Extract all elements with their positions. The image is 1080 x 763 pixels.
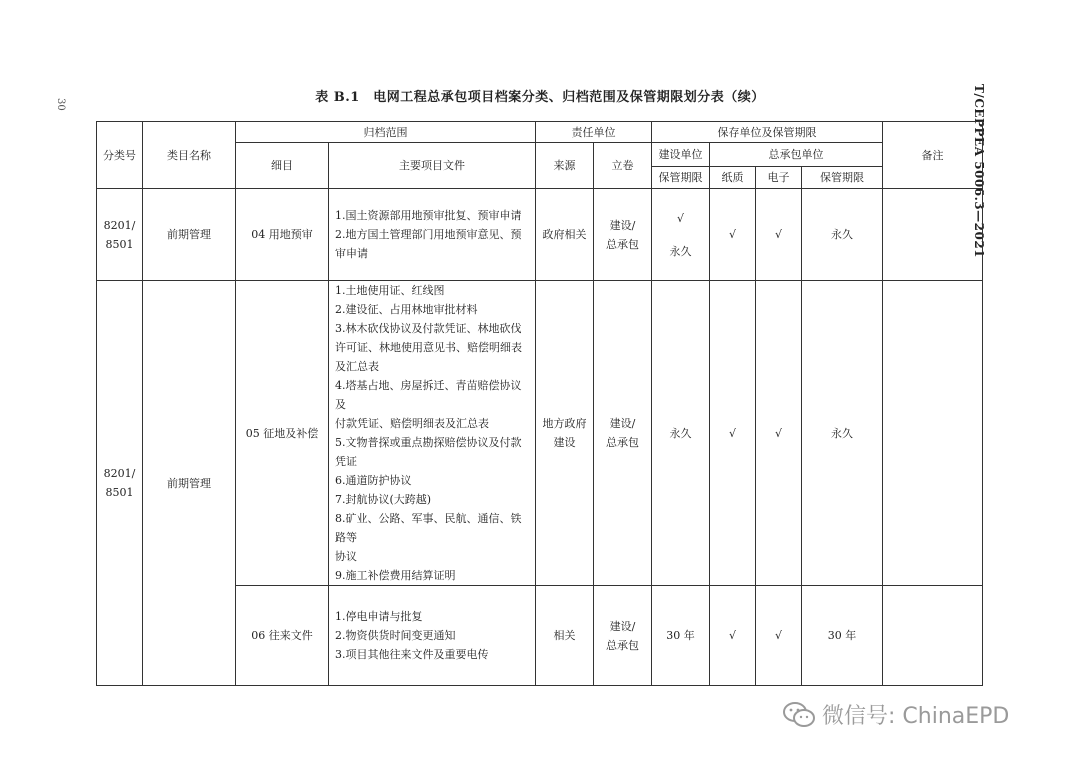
file-line: 2.建设征、占用林地审批材料: [335, 303, 478, 316]
file-line: 许可证、林地使用意见书、赔偿明细表: [335, 341, 522, 354]
file-line: 协议: [335, 550, 357, 563]
paper-check: √: [710, 281, 756, 586]
electronic-check: √: [756, 586, 802, 686]
header-main-files: 主要项目文件: [329, 143, 536, 189]
item-cell: 04 用地预审: [236, 189, 329, 281]
filing-cell: [594, 586, 652, 686]
remarks-cell: [883, 586, 983, 686]
header-retention: 保存单位及保管期限: [652, 122, 883, 143]
paper-check: √: [710, 586, 756, 686]
period-cell: 永久: [802, 281, 883, 586]
header-retention-period: 保管期限: [652, 167, 710, 189]
item-cell: 05 征地及补偿: [236, 281, 329, 586]
header-category-name: 类目名称: [143, 122, 236, 189]
header-archive-scope: 归档范围: [236, 122, 536, 143]
class-no-line: 8501: [105, 237, 134, 251]
period-cell: 30 年: [802, 586, 883, 686]
wechat-icon: [782, 701, 816, 729]
file-line: 3.项目其他往来文件及重要电传: [335, 648, 489, 661]
filing-cell: [594, 189, 652, 281]
header-retention-period-2: 保管期限: [802, 167, 883, 189]
remarks-cell: [883, 189, 983, 281]
construction-retention-cell: 30 年: [652, 586, 710, 686]
file-line: 5.文物普探或重点勘探赔偿协议及付款: [335, 436, 522, 449]
class-no-line: 8501: [105, 486, 134, 499]
file-line: 付款凭证、赔偿明细表及汇总表: [335, 417, 489, 430]
file-line: 6.通道防护协议: [335, 474, 412, 487]
header-remarks: 备注: [883, 122, 983, 189]
paper-check: √: [710, 189, 756, 281]
file-line: 4.塔基占地、房屋拆迁、青苗赔偿协议及: [335, 379, 522, 411]
file-line: 审申请: [335, 247, 368, 260]
source-line: 建设: [553, 436, 576, 449]
filing-line: 建设/: [609, 619, 636, 633]
file-line: 7.封航协议(大跨越): [335, 493, 432, 506]
table-row: [97, 189, 983, 281]
header-source: 来源: [536, 143, 594, 189]
check-mark: √: [676, 211, 684, 225]
watermark-text: 微信号: ChinaEPD: [822, 704, 1010, 729]
table-row: [97, 281, 983, 586]
category-cell: 前期管理: [143, 189, 236, 281]
construction-retention-cell: [652, 189, 710, 281]
category-cell: 前期管理: [143, 281, 236, 686]
class-no-line: 8201/: [103, 218, 136, 232]
filing-line: 总承包: [606, 436, 639, 449]
files-cell: [329, 586, 536, 686]
source-cell: [536, 281, 594, 586]
header-responsible-unit: 责任单位: [536, 122, 652, 143]
file-line: 1.停电申请与批复: [335, 610, 423, 623]
standard-code: T/CEPPEA 5006.3—2021: [972, 84, 986, 259]
page-number: 30: [55, 98, 66, 111]
header-filing: 立卷: [594, 143, 652, 189]
electronic-check: √: [756, 281, 802, 586]
archive-classification-table: [96, 121, 983, 686]
filing-line: 建设/: [609, 417, 636, 430]
file-line: 及汇总表: [335, 360, 379, 373]
electronic-check: √: [756, 189, 802, 281]
remarks-cell: [883, 281, 983, 586]
header-electronic: 电子: [756, 167, 802, 189]
files-cell: [329, 281, 536, 586]
filing-cell: [594, 281, 652, 586]
class-no-line: 8201/: [103, 467, 136, 480]
filing-line: 总承包: [606, 638, 639, 652]
period-cell: 永久: [802, 189, 883, 281]
source-cell: 相关: [536, 586, 594, 686]
header-construction-unit: 建设单位: [652, 143, 710, 167]
source-line: 地方政府: [542, 417, 587, 430]
header-general-contractor: 总承包单位: [710, 143, 883, 167]
header-paper: 纸质: [710, 167, 756, 189]
source-cell: 政府相关: [536, 189, 594, 281]
class-no-cell: [97, 189, 143, 281]
file-line: 2.地方国土管理部门用地预审意见、预: [335, 228, 522, 241]
item-cell: 06 往来文件: [236, 586, 329, 686]
filing-line: 总承包: [606, 237, 639, 251]
filing-line: 建设/: [609, 218, 636, 232]
file-line: 1.国土资源部用地预审批复、预审申请: [335, 209, 522, 222]
file-line: 2.物资供货时间变更通知: [335, 629, 456, 642]
retention-period: 永久: [669, 244, 692, 258]
table-title: 表 B.1 电网工程总承包项目档案分类、归档范围及保管期限划分表（续）: [315, 90, 765, 105]
file-line: 8.矿业、公路、军事、民航、通信、铁路等: [335, 512, 522, 544]
file-line: 凭证: [335, 455, 357, 468]
header-item: 细目: [236, 143, 329, 189]
files-cell: [329, 189, 536, 281]
construction-retention-cell: 永久: [652, 281, 710, 586]
watermark: [782, 699, 1009, 730]
class-no-cell: [97, 281, 143, 686]
file-line: 9.施工补偿费用结算证明: [335, 569, 456, 582]
header-class-no: 分类号: [97, 122, 143, 189]
file-line: 1.土地使用证、红线图: [335, 284, 445, 297]
file-line: 3.林木砍伐协议及付款凭证、林地砍伐: [335, 322, 522, 335]
